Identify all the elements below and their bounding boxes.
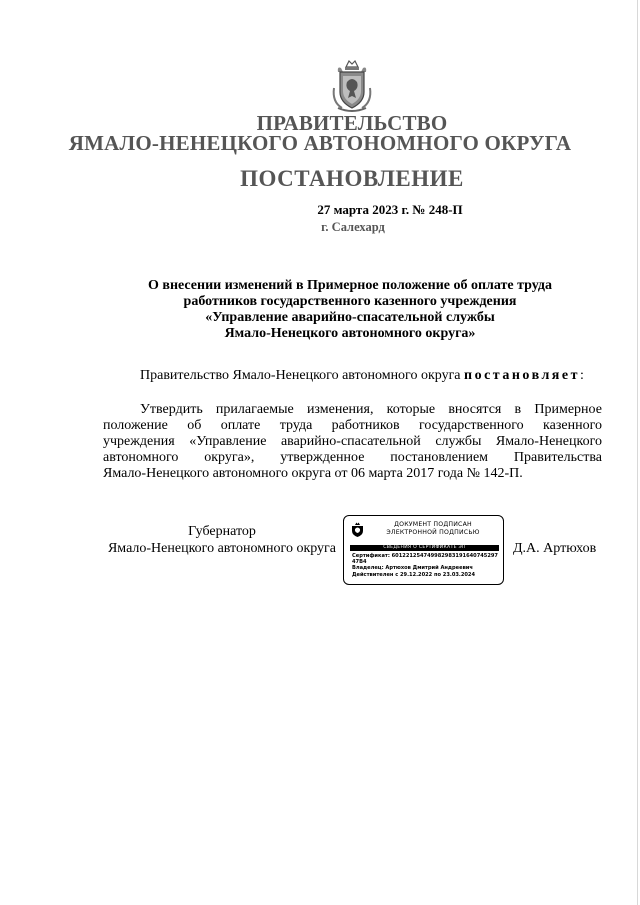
word: Ямало-Ненецкого: [495, 434, 602, 449]
word: об: [187, 418, 202, 433]
word: учреждения: [103, 434, 175, 449]
word: в: [514, 402, 522, 417]
org-title-line2: ЯМАЛО-НЕНЕЦКОГО АВТОНОМНОГО ОКРУГА: [68, 131, 572, 155]
city: г. Салехард: [321, 220, 385, 234]
body-line: [103, 402, 602, 418]
word: оплате: [220, 418, 261, 433]
certificate-details: [352, 553, 503, 578]
word: государственного: [418, 418, 524, 433]
word: вносятся: [448, 402, 502, 417]
decree-body: [103, 402, 602, 482]
word: Правительства: [513, 450, 602, 465]
word: работников: [331, 418, 400, 433]
e-signature-stamp: [343, 515, 504, 585]
preamble-colon: :: [579, 368, 584, 383]
stamp-heading-line1: ДОКУМЕНТ ПОДПИСАН: [394, 521, 472, 528]
word: службы: [435, 434, 482, 449]
word: округа»,: [204, 450, 255, 465]
word: прилагаемые: [215, 402, 294, 417]
body-line: [103, 418, 602, 434]
stamp-bar: СВЕДЕНИЯ О СЕРТИФИКАТЕ ЭП: [350, 545, 499, 551]
certificate-validity: Действителен с 29.12.2022 по 23.03.2024: [352, 571, 476, 578]
certificate-number-cont: 47B4: [352, 559, 367, 566]
preamble-text: Правительство Ямало-Ненецкого автономного округа: [140, 368, 461, 383]
subject-line: Ямало-Ненецкого автономного округа»: [224, 326, 476, 341]
signatory-region: Ямало-Ненецкого автономного округа: [107, 541, 337, 556]
body-line: [103, 466, 602, 482]
word: положение: [103, 418, 168, 433]
coat-of-arms-icon: [330, 58, 374, 114]
decree-subject: [100, 278, 600, 342]
word: Примерное: [534, 402, 602, 417]
word: Ямало-Ненецкого автономного округа от 06 марта 2017 года № 142-П.: [103, 466, 523, 481]
certificate-number: Сертификат: 601221254749982983191640745297: [352, 553, 498, 559]
org-title-line1: ПРАВИТЕЛЬСТВО: [256, 111, 448, 135]
word: аварийно-спасательной: [280, 434, 421, 449]
word: автономного: [103, 450, 179, 465]
signatory-title: [103, 523, 341, 557]
word: постановлением: [390, 450, 489, 465]
body-line: [103, 434, 602, 450]
document-type: ПОСТАНОВЛЕНИЕ: [240, 166, 464, 191]
date-and-number: 27 марта 2023 г. № 248-П: [317, 202, 463, 217]
word: изменения,: [306, 402, 374, 417]
body-line: [103, 450, 602, 466]
signatory-name: Д.А. Артюхов: [513, 541, 597, 556]
word: труда: [279, 418, 313, 433]
subject-line: работников государственного казенного учреждения: [183, 294, 517, 309]
coat-of-arms-icon: [351, 522, 364, 537]
word: казенного: [543, 418, 602, 433]
stamp-heading: [364, 521, 502, 536]
preamble: [140, 368, 610, 384]
word: Утвердить: [140, 402, 203, 417]
subject-line: «Управление аварийно-спасательной службы: [205, 310, 495, 325]
subject-line: О внесении изменений в Примерное положение об оплате труда: [148, 278, 552, 293]
word: «Управление: [189, 434, 267, 449]
word: которые: [386, 402, 436, 417]
signatory-position: Губернатор: [188, 524, 256, 539]
stamp-heading-line2: ЭЛЕКТРОННОЙ ПОДПИСЬЮ: [386, 528, 480, 536]
certificate-owner: Владелец: Артюхов Дмитрий Андреевич: [352, 565, 473, 572]
preamble-verb: постановляет: [464, 368, 580, 383]
word: утвержденное: [280, 450, 365, 465]
